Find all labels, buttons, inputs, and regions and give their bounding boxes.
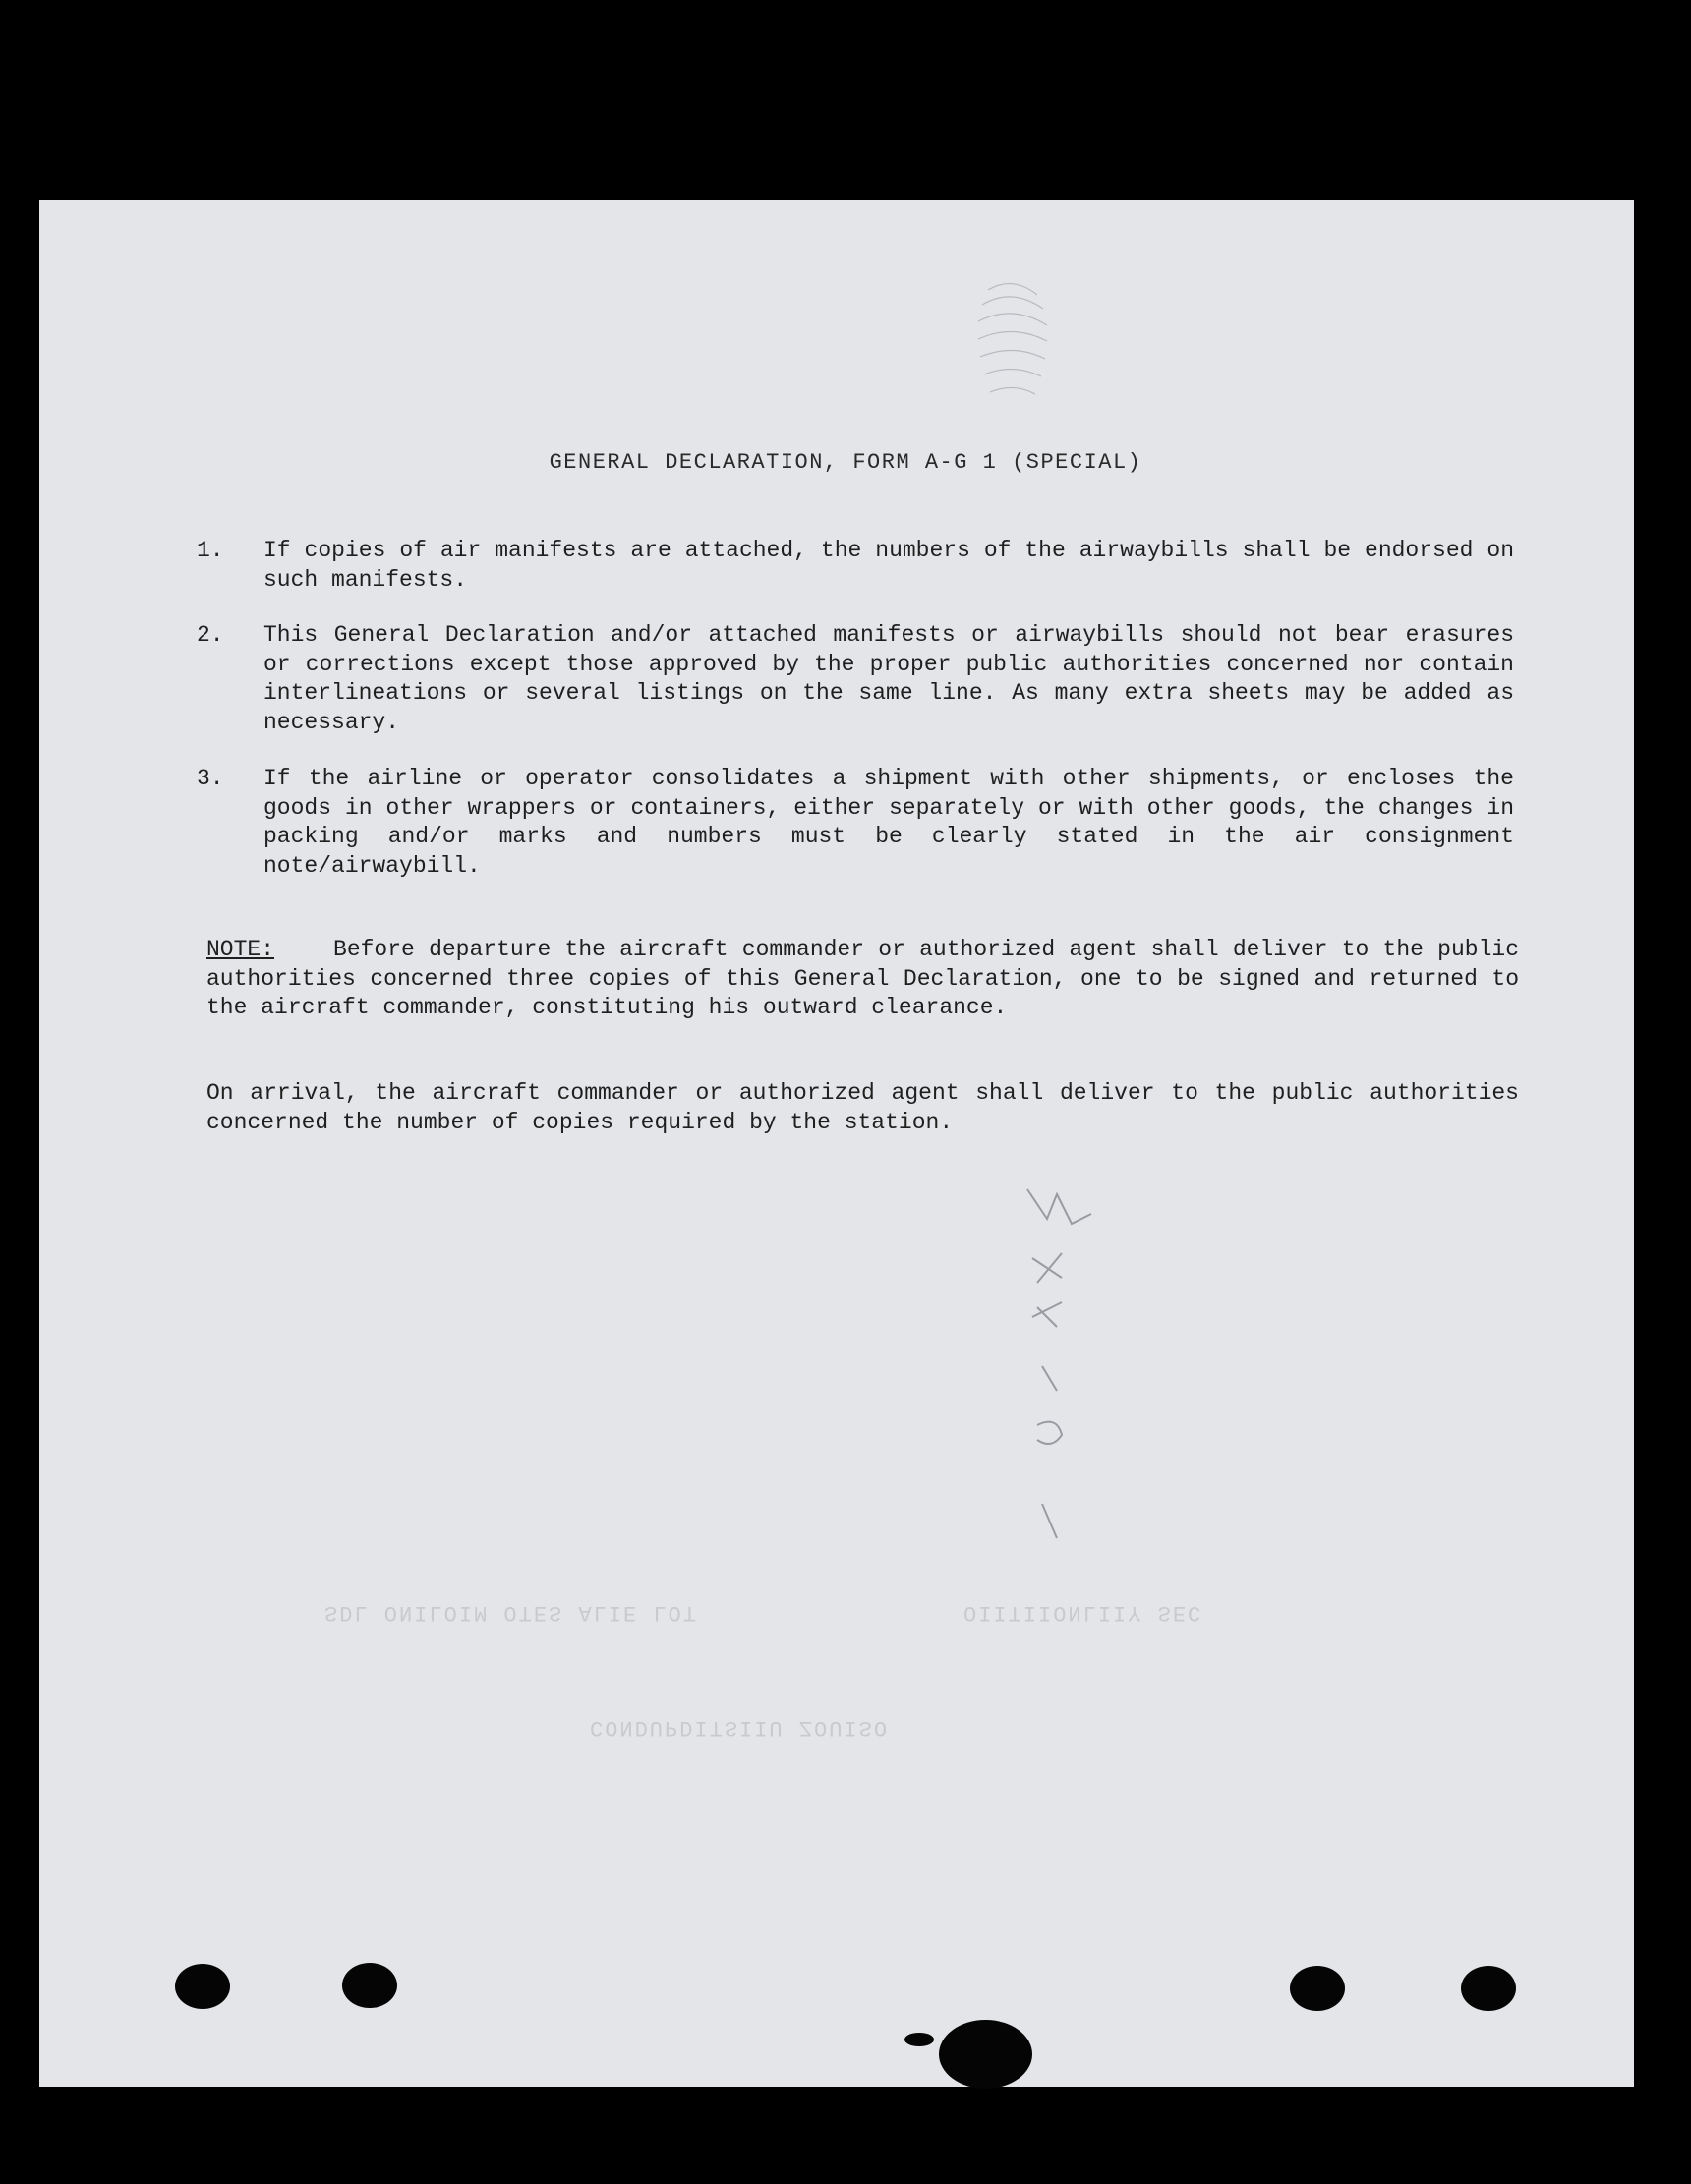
list-item-text: If copies of air manifests are attached, the numbers of the airwaybills shall be endorsed on such manifests. xyxy=(263,538,1514,593)
list-item-number: 3. xyxy=(197,766,224,791)
bleedthrough-text: SDL ONILOIM OTES ALIE LOT xyxy=(324,1600,699,1625)
list-item-text: If the airline or operator consolidates a shipment with other shipments, or encloses the goods in other wrappers or containers, either separately or with other goods, the changes in packing and/or marks and numbers must be clearly stated in the air consignment note/airwaybill. xyxy=(263,766,1514,879)
list-item-number: 1. xyxy=(197,538,224,563)
bleedthrough-text: OIITIIONLIIY SEC xyxy=(963,1600,1203,1625)
note-label: NOTE: xyxy=(206,937,275,962)
pencil-marks xyxy=(1013,1179,1150,1553)
document-title: GENERAL DECLARATION, FORM A-G 1 (SPECIAL) xyxy=(549,450,1142,475)
note-text: Before departure the aircraft commander or authorized agent shall deliver to the public authorities concerned three copies of this General Declaration, one to be signed and returned to the aircraft commander, constituting his outward clearance. xyxy=(206,937,1519,1020)
arrival-paragraph: On arrival, the aircraft commander or authorized agent shall deliver to the public authorities concerned the number of copies required by the station. xyxy=(206,1080,1519,1135)
document-page xyxy=(39,200,1634,2087)
list-item xyxy=(197,537,1514,595)
ink-blot xyxy=(904,2033,934,2046)
bleedthrough-text: CONDUPDITSIIU ZOUISO xyxy=(590,1715,890,1740)
list-item-text: This General Declaration and/or attached manifests or airwaybills should not bear erasures or corrections except those approved by the proper public authorities concerned nor contain interlineations or several listings on the same line. As many extra sheets may be added as necessary. xyxy=(263,622,1514,735)
punch-hole xyxy=(342,1963,397,2008)
punch-hole xyxy=(175,1964,230,2009)
list-item-number: 2. xyxy=(197,622,224,648)
note-paragraph xyxy=(206,936,1519,1023)
punch-hole xyxy=(1290,1966,1345,2011)
list-item xyxy=(197,621,1514,737)
fingerprint-smudge xyxy=(968,270,1057,418)
ink-blot xyxy=(939,2020,1032,2089)
punch-hole xyxy=(1461,1966,1516,2011)
list-item xyxy=(197,765,1514,881)
